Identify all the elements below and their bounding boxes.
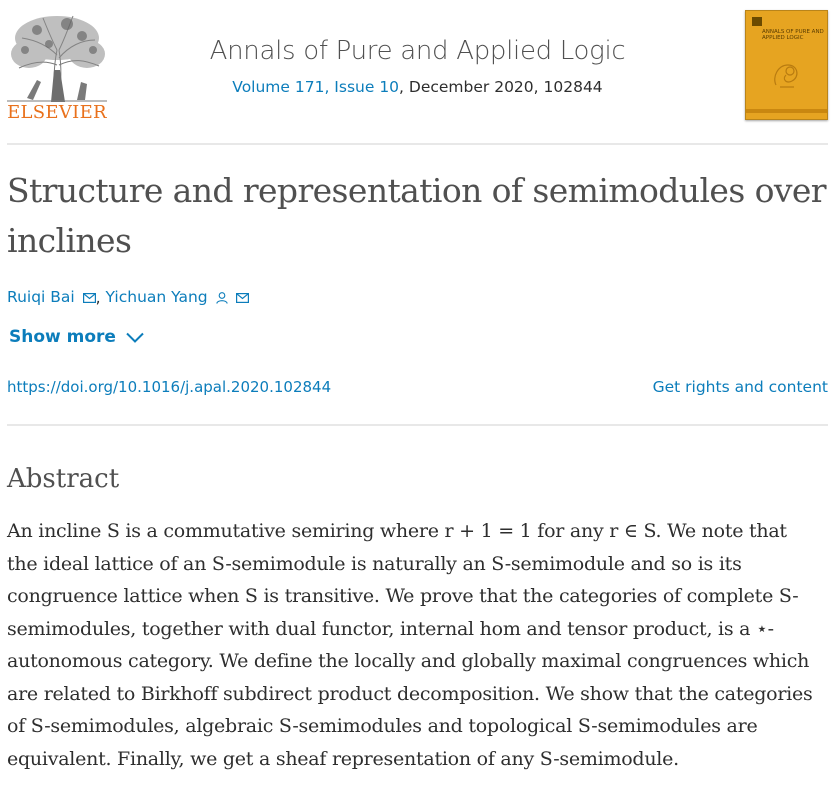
volume-issue-link[interactable]: Volume 171, Issue 10 [232,78,400,96]
author-separator: , [95,288,106,307]
author-link-yang[interactable]: Yichuan Yang [105,288,208,306]
elsevier-logo[interactable] [7,10,107,122]
person-icon[interactable] [216,292,228,304]
show-more-button[interactable] [9,327,144,347]
elsevier-tree-logo [7,10,107,102]
get-rights-link[interactable]: Get rights and content [652,378,828,396]
author-list [7,288,249,307]
issue-date: , December 2020, 102844 [399,78,603,96]
abstract-heading: Abstract [7,464,120,494]
issue-info [127,78,708,96]
cover-band [746,109,827,113]
article-title: Structure and representation of semimodules over inclines [7,171,826,260]
cover-title-text: ANNALS OF PURE AND APPLIED LOGIC [762,29,824,41]
chevron-down-icon [126,332,144,343]
cover-emblem-icon [768,57,804,93]
author-link-bai[interactable]: Ruiqi Bai [7,288,75,306]
content-divider [7,424,828,426]
abstract-text: An incline S is a commutative semiring where r + 1 = 1 for any r ∈ S. We note that the ideal lattice of an S-semimodule is naturally an S-semimodule and so is its congruence lattice when S is transitive. We prove that the categories of complete S-semimodules, together with dual functor, internal hom and tensor product, is a ⋆-autonomous category. We define the locally and globally maximal congruences which are related to Birkhoff subdirect product decomposition. We show that the categories of S-semimodules, algebraic S-semimodules and topological S-semimodules are equivalent. Finally, we get a sheaf representation of any S-semimodule. [7,520,813,770]
journal-title[interactable] [127,36,708,66]
journal-title-link[interactable]: Annals of Pure and Applied Logic [209,36,626,66]
show-more-label: Show more [9,327,116,347]
elsevier-wordmark: ELSEVIER [7,102,107,123]
article-header [7,8,828,126]
header-divider [7,143,828,145]
journal-cover-logo-icon [752,17,762,26]
doi-link[interactable]: https://doi.org/10.1016/j.apal.2020.102844 [7,378,332,396]
journal-cover[interactable] [745,10,828,120]
mail-icon[interactable] [236,293,249,303]
mail-icon[interactable] [83,293,96,303]
